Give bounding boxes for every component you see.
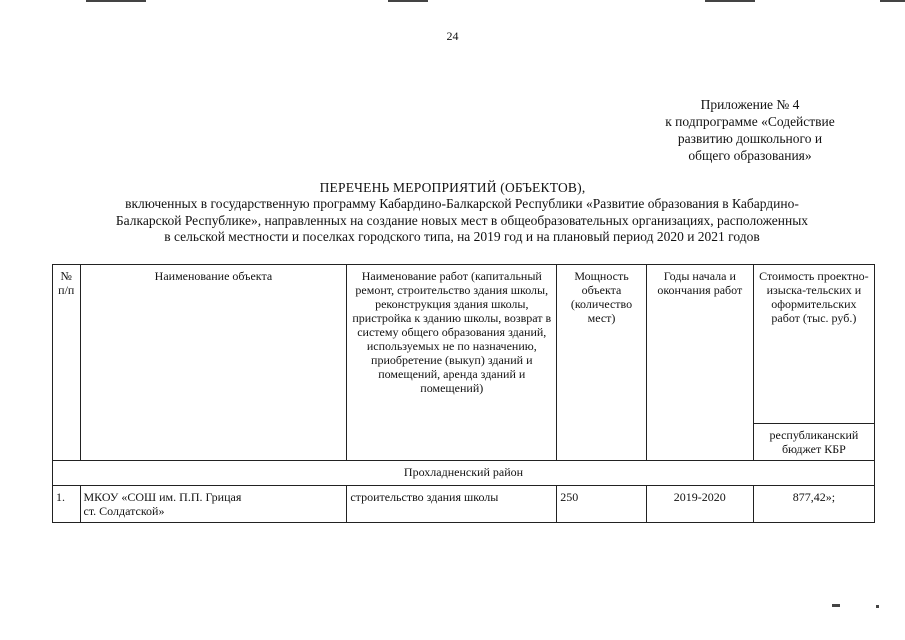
cell-works: строительство здания школы [347,486,557,523]
objects-table [52,264,875,523]
header-cost: Стоимость проектно-изыска-тельских и оформительских работ (тыс. руб.) [753,265,874,424]
table-row [53,486,875,523]
appendix-line-3: развитию дошкольного и [677,131,823,146]
appendix-line-4: общего образования» [688,148,812,163]
cell-num: 1. [53,486,81,523]
document-subtitle [52,196,872,246]
header-cost-budget: республиканский бюджет КБР [753,424,874,461]
object-name-line-2: ст. Солдатской» [83,504,165,518]
cell-cost: 877,42»; [753,486,874,523]
cell-object-name [80,486,347,523]
subtitle-line-3: в сельской местности и поселках городского типа, на 2019 год и на плановый период 2020 и 2021 годов [164,229,760,244]
scan-artifact [86,0,146,2]
header-works: Наименование работ (капитальный ремонт, строительство здания школы, реконструкция здания школы, пристройка к зданию школы, возврат в систему общего образования зданий, используемых не по назначению, приобретение (выкуп) зданий и помещений, аренда зданий и помещений) [347,265,557,461]
subtitle-line-1: включенных в государственную программу Кабардино-Балкарской Республики «Развитие образования в Кабардино- [125,196,799,211]
table-header-row [53,265,875,424]
region-label: Прохладненский район [53,461,875,486]
scan-artifact [876,605,879,608]
subtitle-line-2: Балкарской Республике», направленных на создание новых мест в общеобразовательных организациях, расположенных [115,212,809,228]
scan-artifact [832,604,840,607]
header-capacity: Мощность объекта (количество мест) [557,265,647,461]
page-number: 24 [446,29,459,43]
cell-years: 2019-2020 [646,486,753,523]
document-title: ПЕРЕЧЕНЬ МЕРОПРИЯТИЙ (ОБЪЕКТОВ), [319,180,586,195]
object-name-line-1: МКОУ «СОШ им. П.П. Грицая [83,490,242,504]
cell-capacity: 250 [557,486,647,523]
scan-artifact [705,0,755,2]
region-row [53,461,875,486]
header-years: Годы начала и окончания работ [646,265,753,461]
appendix-block [610,96,890,164]
appendix-line-1: Приложение № 4 [700,97,800,112]
scan-artifact [880,0,905,2]
appendix-line-2: к подпрограмме «Содействие [665,114,835,129]
scan-artifact [388,0,428,2]
header-num: № п/п [53,265,81,461]
header-object-name: Наименование объекта [80,265,347,461]
